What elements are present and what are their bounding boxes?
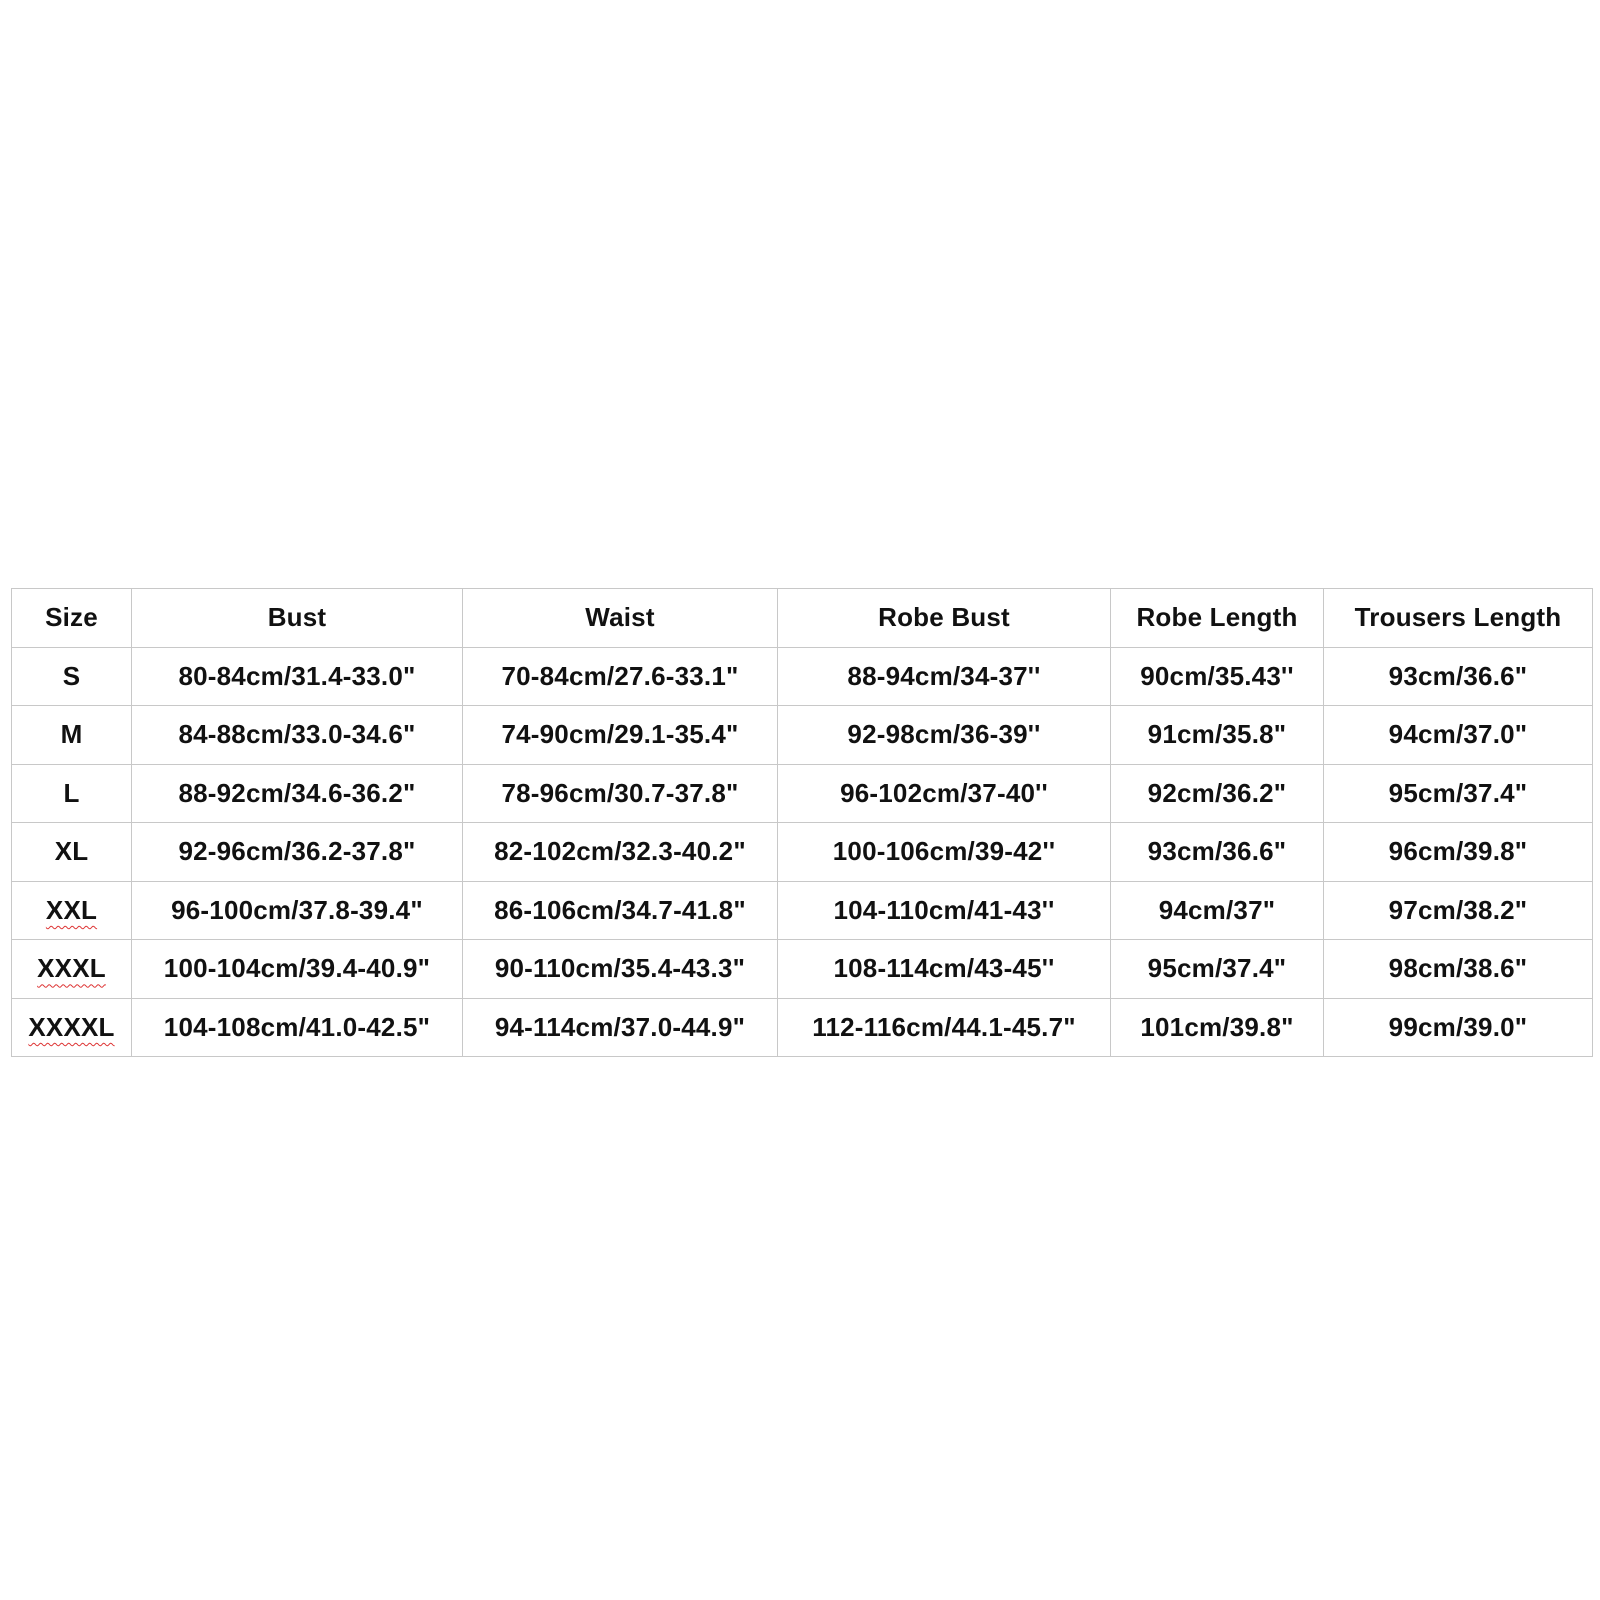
size-label: XXL — [45, 894, 98, 925]
size-cell — [12, 881, 132, 940]
header-robe-length: Robe Length — [1111, 589, 1324, 648]
waist-cell: 94-114cm/37.0-44.9" — [463, 998, 778, 1057]
trousers-length-cell: 97cm/38.2" — [1324, 881, 1593, 940]
size-label: XXXL — [37, 953, 106, 984]
robe-length-cell: 101cm/39.8" — [1111, 998, 1324, 1057]
bust-cell: 100-104cm/39.4-40.9" — [132, 940, 463, 999]
size-cell — [12, 940, 132, 999]
trousers-length-cell: 96cm/39.8" — [1324, 823, 1593, 882]
header-robe-bust: Robe Bust — [778, 589, 1111, 648]
trousers-length-cell: 93cm/36.6" — [1324, 647, 1593, 706]
table-row — [12, 823, 1593, 882]
header-bust: Bust — [132, 589, 463, 648]
waist-cell: 86-106cm/34.7-41.8" — [463, 881, 778, 940]
waist-cell: 78-96cm/30.7-37.8" — [463, 764, 778, 823]
robe-bust-cell: 92-98cm/36-39'' — [778, 706, 1111, 765]
header-trousers-length: Trousers Length — [1324, 589, 1593, 648]
bust-cell: 80-84cm/31.4-33.0" — [132, 647, 463, 706]
size-label: XXXXL — [28, 1011, 115, 1042]
size-cell: XL — [12, 823, 132, 882]
table-row — [12, 706, 1593, 765]
size-cell: M — [12, 706, 132, 765]
header-waist: Waist — [463, 589, 778, 648]
robe-length-cell: 93cm/36.6" — [1111, 823, 1324, 882]
header-row — [12, 589, 1593, 648]
robe-bust-cell: 112-116cm/44.1-45.7" — [778, 998, 1111, 1057]
table-row — [12, 881, 1593, 940]
robe-bust-cell: 88-94cm/34-37'' — [778, 647, 1111, 706]
size-cell: L — [12, 764, 132, 823]
robe-length-cell: 91cm/35.8" — [1111, 706, 1324, 765]
trousers-length-cell: 95cm/37.4" — [1324, 764, 1593, 823]
header-size: Size — [12, 589, 132, 648]
bust-cell: 88-92cm/34.6-36.2" — [132, 764, 463, 823]
bust-cell: 104-108cm/41.0-42.5" — [132, 998, 463, 1057]
table-row — [12, 647, 1593, 706]
bust-cell: 92-96cm/36.2-37.8" — [132, 823, 463, 882]
robe-length-cell: 94cm/37" — [1111, 881, 1324, 940]
robe-bust-cell: 96-102cm/37-40'' — [778, 764, 1111, 823]
trousers-length-cell: 98cm/38.6" — [1324, 940, 1593, 999]
trousers-length-cell: 99cm/39.0" — [1324, 998, 1593, 1057]
waist-cell: 74-90cm/29.1-35.4" — [463, 706, 778, 765]
size-cell — [12, 998, 132, 1057]
robe-bust-cell: 108-114cm/43-45'' — [778, 940, 1111, 999]
waist-cell: 70-84cm/27.6-33.1" — [463, 647, 778, 706]
size-chart-table — [11, 588, 1593, 1057]
size-cell: S — [12, 647, 132, 706]
bust-cell: 84-88cm/33.0-34.6" — [132, 706, 463, 765]
robe-bust-cell: 104-110cm/41-43'' — [778, 881, 1111, 940]
trousers-length-cell: 94cm/37.0" — [1324, 706, 1593, 765]
table-row — [12, 764, 1593, 823]
waist-cell: 82-102cm/32.3-40.2" — [463, 823, 778, 882]
table-row — [12, 998, 1593, 1057]
robe-length-cell: 90cm/35.43'' — [1111, 647, 1324, 706]
robe-length-cell: 95cm/37.4" — [1111, 940, 1324, 999]
table-row — [12, 940, 1593, 999]
robe-length-cell: 92cm/36.2" — [1111, 764, 1324, 823]
robe-bust-cell: 100-106cm/39-42'' — [778, 823, 1111, 882]
waist-cell: 90-110cm/35.4-43.3" — [463, 940, 778, 999]
bust-cell: 96-100cm/37.8-39.4" — [132, 881, 463, 940]
